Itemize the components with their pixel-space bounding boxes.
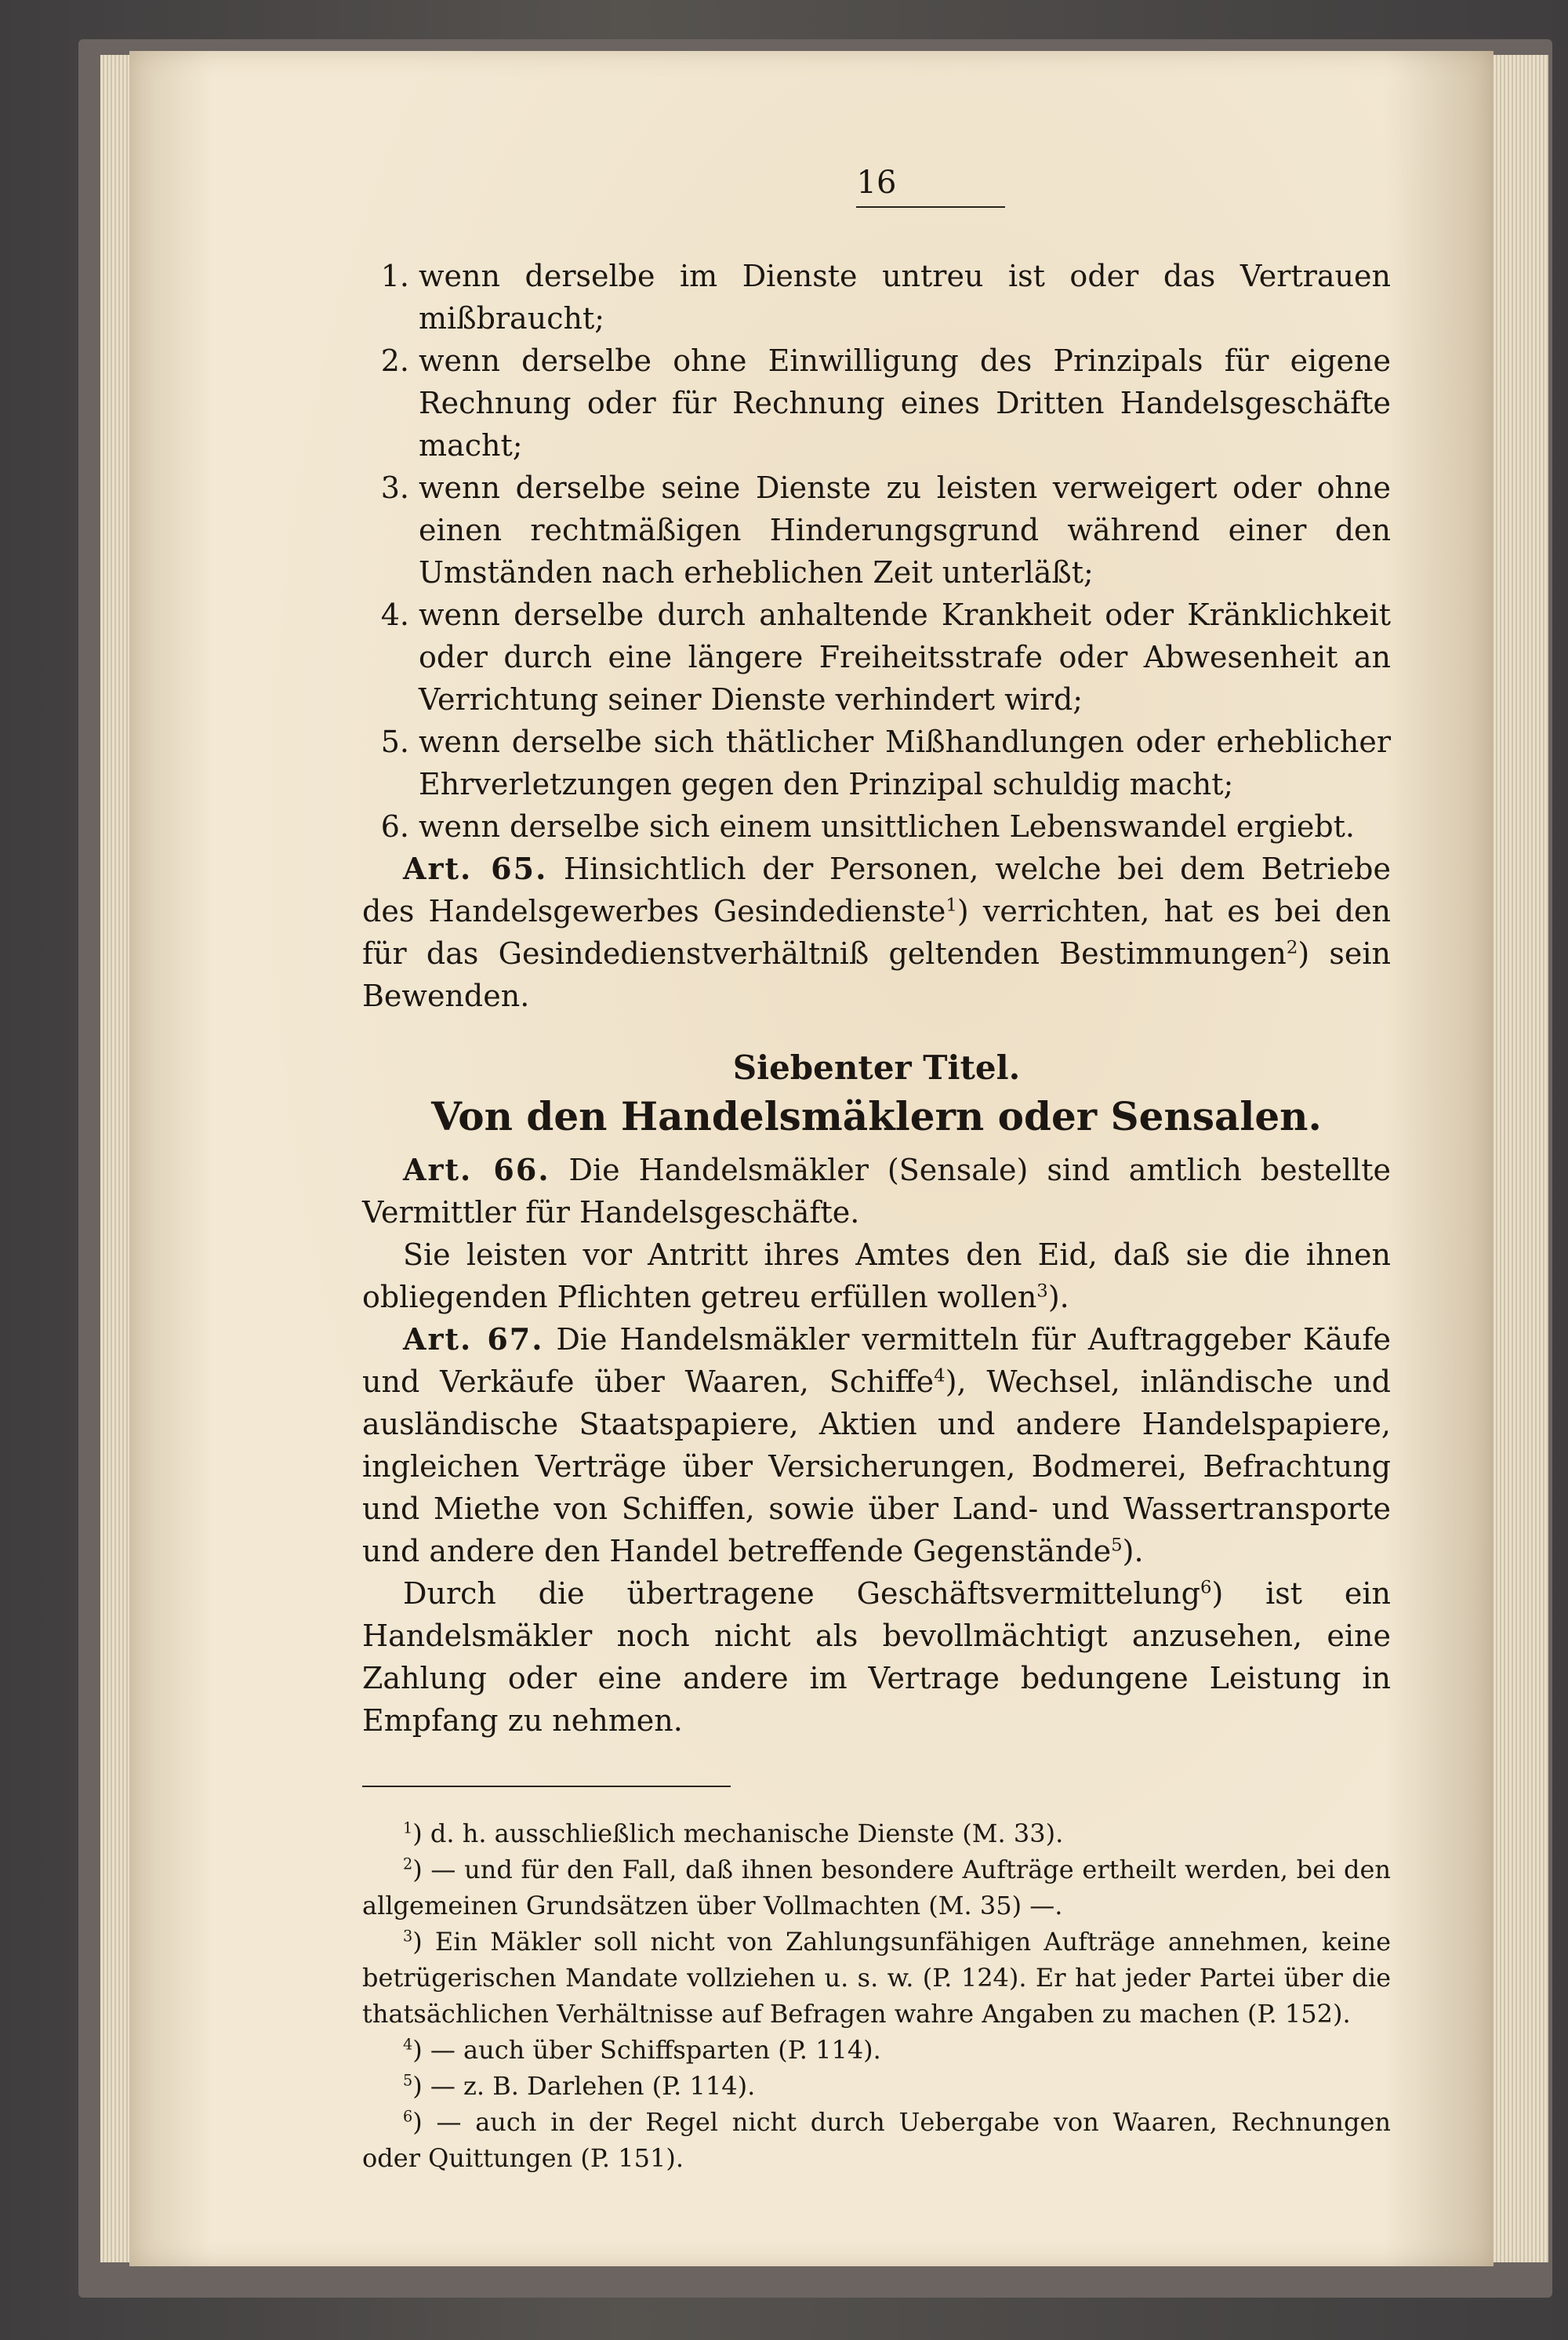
footnote-mark: 6	[403, 2107, 413, 2126]
footnote-ref: 2	[1286, 937, 1298, 958]
footnote	[362, 1851, 1391, 1924]
footnotes	[362, 1815, 1391, 2176]
page-number: 16	[856, 165, 897, 201]
page-number-rule	[856, 206, 1005, 208]
footnote-mark: 1	[403, 1819, 413, 1837]
list-item	[362, 340, 1391, 467]
footnote	[362, 2104, 1391, 2176]
footnote-separator	[362, 1786, 731, 1787]
footnote	[362, 1815, 1391, 1851]
list-item-text: wenn derselbe sich einem unsittlichen Lebenswandel ergiebt.	[419, 809, 1356, 844]
art-65-label: Art. 65.	[403, 851, 548, 886]
footnote	[362, 2032, 1391, 2068]
footnote	[362, 1924, 1391, 2032]
footnote-text: ) Ein Mäkler soll nicht von Zahlungsunfähigen Aufträge annehmen, keine betrügerischen Mandate vollziehen u. s. w. (P. 124). Er hat jeder Partei über die thatsächlichen Verhältnisse auf Befragen wahre Angaben zu machen (P. 152).	[362, 1927, 1391, 2029]
list-item-text: wenn derselbe durch anhaltende Krankheit oder Kränklichkeit oder durch eine längere Freiheitsstrafe oder Abwesenheit an Verrichtung seiner Dienste verhindert wird;	[419, 598, 1391, 717]
list-item-number: 3.	[380, 471, 409, 505]
list-item	[362, 255, 1391, 340]
footnote-text: ) — auch über Schiffsparten (P. 114).	[412, 2035, 881, 2065]
footnote-mark: 4	[403, 2035, 413, 2054]
footnote-mark: 5	[403, 2071, 413, 2090]
list-item-number: 2.	[380, 343, 409, 378]
art-67-label: Art. 67.	[403, 1321, 544, 1357]
section-title: Von den Handelsmäklern oder Sensalen.	[431, 1093, 1322, 1139]
footnote-mark: 2	[403, 1855, 413, 1873]
footnote-ref: 5	[1111, 1535, 1123, 1556]
art-67-paragraph: Art. 67. Die Handelsmäkler vermitteln für Auftraggeber Käufe und Verkäufe über Waaren, Schiffe$^4$), Wechsel, inländische und ausländische Staatspapiere, Aktien und andere Handelspapiere, ingleichen Verträge über Versicherungen, Bodmerei, Befrachtung und Miethe von Schiffen, sowie über Land- und Wassertransporte und andere den Handel betreffende Gegenstände$^5$).	[362, 1321, 1391, 1568]
list-item	[362, 467, 1391, 594]
list-item-number: 1.	[380, 259, 409, 293]
footnote-ref: 1	[946, 895, 957, 916]
page-stack-left	[100, 55, 132, 2262]
list-item-text: wenn derselbe sich thätlicher Mißhandlungen oder erheblicher Ehrverletzungen gegen den Prinzipal schuldig macht;	[419, 725, 1391, 801]
footnote	[362, 2068, 1391, 2104]
list-item-number: 5.	[380, 725, 409, 759]
footnote-ref: 3	[1036, 1281, 1048, 1302]
list-item-text: wenn derselbe ohne Einwilligung des Prinzipals für eigene Rechnung oder für Rechnung eines Dritten Handelsgeschäfte macht;	[419, 343, 1391, 463]
footnote-text: ) — z. B. Darlehen (P. 114).	[412, 2071, 756, 2101]
footnote-text: ) — und für den Fall, daß ihnen besondere Aufträge ertheilt werden, bei den allgemeinen Grundsätzen über Vollmachten (M. 35) —.	[362, 1855, 1391, 1920]
list-item-text: wenn derselbe im Dienste untreu ist oder das Vertrauen mißbraucht;	[419, 259, 1391, 336]
art-65-paragraph: Art. 65. Hinsichtlich der Personen, welche bei dem Betriebe des Handelsgewerbes Gesindedienste$^1$) verrichten, hat es bei den für das Gesindedienstverhältniß geltenden Bestimmungen$^2$) sein Bewenden.	[362, 851, 1391, 1013]
footnote-text: ) — auch in der Regel nicht durch Uebergabe von Waaren, Rechnungen oder Quittungen (P. 151).	[362, 2107, 1391, 2173]
footnote-ref: 4	[934, 1365, 946, 1386]
body-text	[362, 255, 1391, 2176]
footnote-text: ) d. h. ausschließlich mechanische Dienste (M. 33).	[412, 1819, 1064, 1848]
list-item	[362, 805, 1391, 848]
art-67-paragraph-2: Durch die übertragene Geschäftsvermittelung$^6$) ist ein Handelsmäkler noch nicht als bevollmächtigt anzusehen, eine Zahlung oder eine andere im Vertrage bedungene Leistung in Empfang zu nehmen.	[362, 1576, 1391, 1738]
footnote-ref: 6	[1200, 1577, 1212, 1598]
list-item-number: 4.	[380, 598, 409, 632]
art-66-paragraph: Art. 66. Die Handelsmäkler (Sensale) sind amtlich bestellte Vermittler für Handelsgeschäfte.	[362, 1152, 1391, 1230]
list-item	[362, 594, 1391, 721]
list-item	[362, 721, 1391, 805]
art-66-label: Art. 66.	[403, 1152, 550, 1187]
page-stack-right	[1494, 55, 1548, 2262]
footnote-mark: 3	[403, 1927, 413, 1946]
art-66-paragraph-2: Sie leisten vor Antritt ihres Amtes den Eid, daß sie die ihnen obliegenden Pflichten getreu erfüllen wollen$^3$).	[362, 1237, 1391, 1314]
list-item-number: 6.	[380, 809, 409, 844]
section-subtitle: Siebenter Titel.	[732, 1048, 1021, 1087]
enumerated-list	[362, 255, 1391, 848]
list-item-text: wenn derselbe seine Dienste zu leisten verweigert oder ohne einen rechtmäßigen Hinderungsgrund während einer den Umständen nach erheblichen Zeit unterläßt;	[419, 471, 1391, 590]
